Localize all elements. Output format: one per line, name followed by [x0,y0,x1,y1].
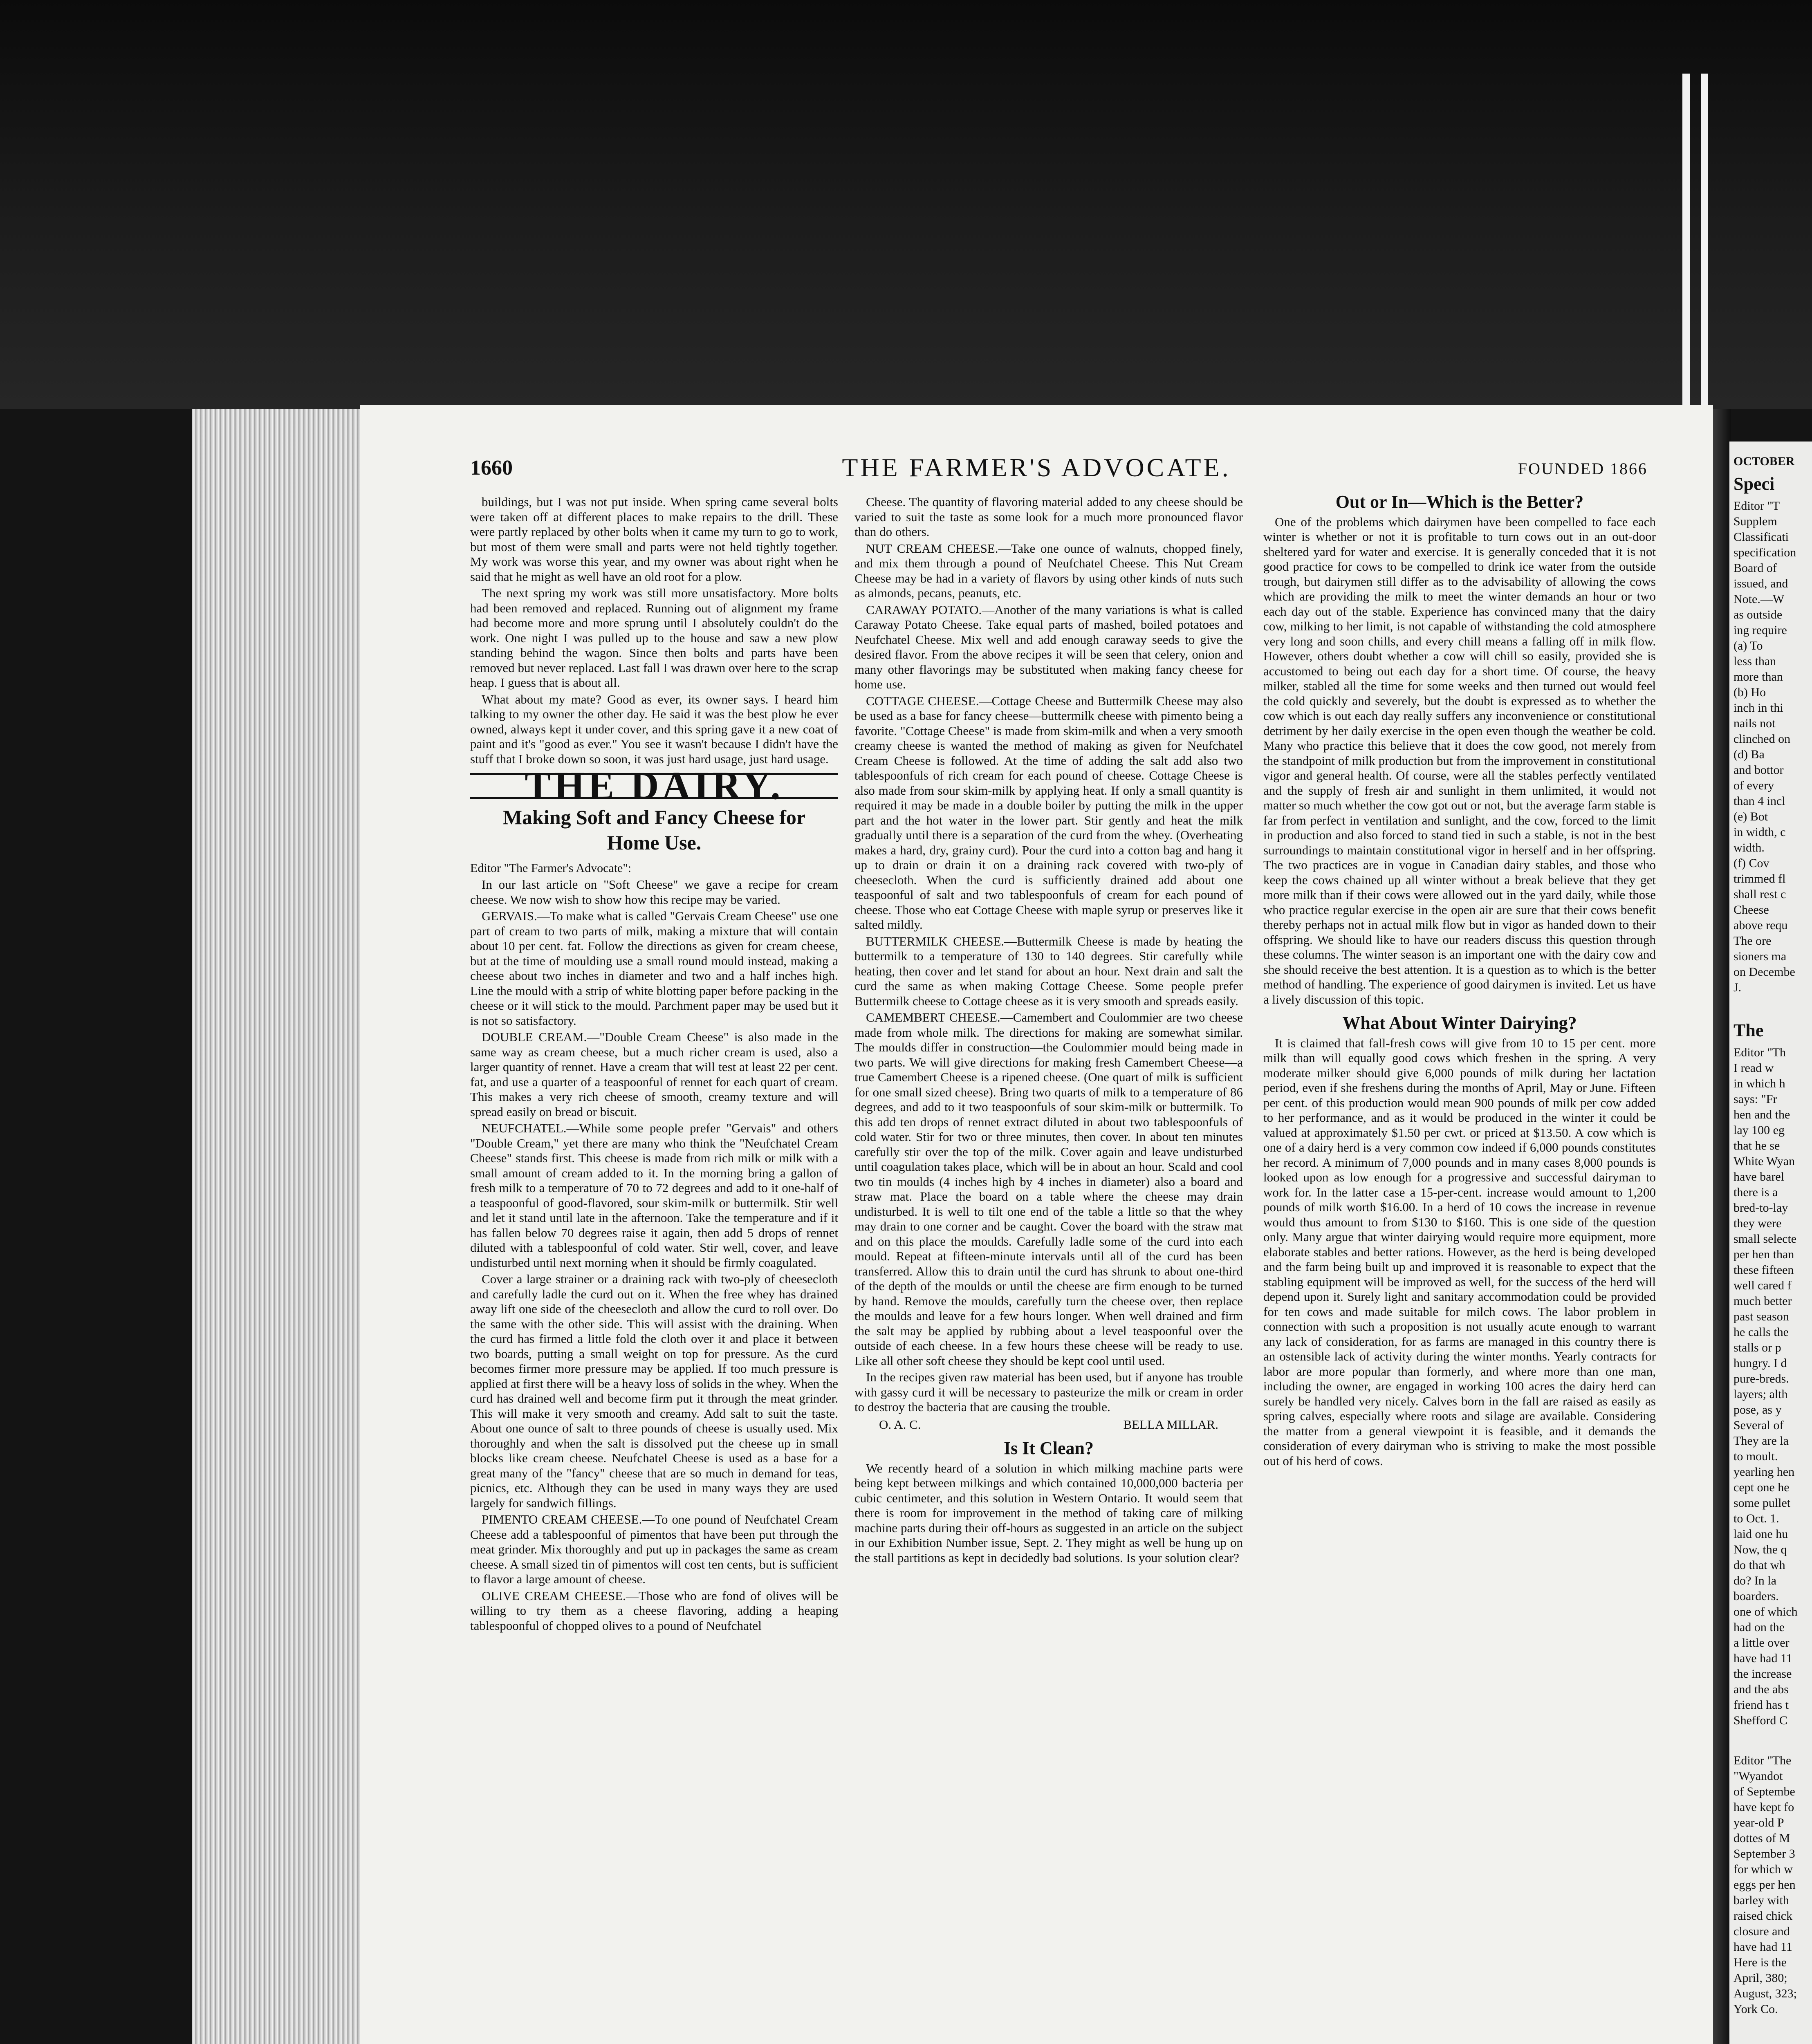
paragraph: CAMEMBERT CHEESE.—Camembert and Coulommier are two cheese made from whole milk. The directions for making are somewhat similar. The moulds differ in construction—the Coulommier mould being made in two parts. We will give directions for making fresh Camembert Cheese—a true Camembert Cheese is a ripened cheese. (One quart of milk is sufficient for one small sized cheese). Bring two quarts of milk to a temperature of 86 degrees, and add to it two teaspoonfuls of sour skim-milk or buttermilk. To this add ten drops of rennet extract diluted in about two tablespoonfuls of cold water. Stir for two or three minutes, then cover. In about ten minutes carefully stir over the top of the milk. Cover again and leave undisturbed until coagulation takes place, which will be in about an hour. Scald and cool two tin moulds (4 inches high by 4 inches in diameter) also a board and straw mat. Place the board on a table where the cheese may drain undisturbed. It is well to tilt one end of the table a little so that the whey may drain to one corner and be caught. Cover the board with the straw mat and on this place the moulds. Carefully ladle some of the curd into each mould. Repeat at fifteen-minute intervals until all of the curd has been transferred. Allow this to drain until the curd has shrunk to about one-third of the depth of the moulds or until the cheese are firm enough to be turned by hand. Remove the moulds, carefully turn the cheese over, then replace the moulds and leave for a few hours longer. When well drained and firm the salt may be applied by rubbing about a level teaspoonful over the outside of each cheese. In a few hours these cheese will be ready to use. Like all other soft cheese they should be kept cool until used. [854,1010,1243,1368]
newspaper-page [360,405,1713,2044]
adjacent-text-line: year-old P [1734,1816,1784,1829]
adjacent-text-line: eggs per hen [1734,1878,1796,1892]
adjacent-text-line: dottes of M [1734,1831,1790,1845]
column-2 [854,495,1243,1567]
article-title: What About Winter Dairying? [1342,1013,1577,1033]
adjacent-text-line: past season [1734,1310,1789,1323]
adjacent-text-line: he calls the [1734,1325,1789,1339]
adjacent-text-line: width. [1734,841,1765,854]
page-header [360,453,1713,484]
adjacent-text-line: (f) Cov [1734,856,1769,870]
adjacent-text-line: per hen than [1734,1248,1794,1261]
adjacent-text-line: ing require [1734,623,1787,637]
paragraph: One of the problems which dairymen have been compelled to face each winter is whether or not it is profitable to turn cows out in an out-door sheltered yard for water and exercise. It is generally conceded that it is not good practice for cows to be compelled to drink ice water from the outside trough, but dairymen still differ as to the advisability of allowing the cows which are providing the milk to meet the winter demands an hour or two each day out of the stable. Experience has convinced many that the dairy cow, milking to her limit, is not capable of withstanding the cold atmosphere very long and soon chills, and every chill means a falling off in milk flow. However, others doubt whether a cow will chill so easily, provided she is accustomed to being out each day for a short time. Of course, the heavy milker, stabled all the time for some weeks and then turned out would feel the cold quickly and severely, but the doubt is expressed as to whether the cow which is out each day really suffers any inconvenience or constitutional detriment by her daily exercise in the open even though the weather be cold. Many who practice this believe that it does the cow good, not merely from the standpoint of milk production but from the improvement in constitutional vigor and general health. Of course, were all the stables perfectly ventilated and the supply of fresh air and sunlight in them unlimited, it would not matter so much whether the cow got out or not, but the average farm stable is far from perfect in ventilation and sunlight, and the cow, forced to the limit in production and also forced to stand tied in such a stable, is not in the best surroundings to maintain constitutional vigor in herself and in her offspring. The two practices are in vogue in Canadian dairy stables, and those who keep the cows chained up all winter without a break believe that they get more milk than if their cows were allowed out in the yard daily, while those who practice regular exercise in the open air are sure that their cows benefit thereby perhaps not in actual milk flow but in vigor as handed down to their offspring. We should like to have our readers discuss this question through these columns. The winter season is an important one with the dairy cow and she should receive the best attention. It is a question as to which is the better method of handling. The experience of good dairymen is invited. Let us have a lively discussion of this topic. [1263,514,1656,1006]
column-3 [1263,492,1656,1470]
paragraph: We recently heard of a solution in which milking machine parts were being kept between milkings and which contained 10,000,000 bacteria per cubic centimeter, and this solution in Western Ontario. It would seem that there is room for improvement in the method of taking care of milking machine parts during their off-hours as suggested in an article on the subject in our Exhibition Number issue, Sept. 2. They might as well be hung up on the stall partitions as kept in decidedly bad solutions. Is your solution clear? [854,1461,1243,1565]
adjacent-text-line: more than [1734,670,1783,684]
paragraph: PIMENTO CREAM CHEESE.—To one pound of Neufchatel Cream Cheese add a tablespoonful of pimentos that have been put through the meat grinder. Mix thoroughly and put up in packages the same as cream cheese. A small sized tin of pimentos will cost ten cents, but is sufficient to flavor a large amount of cheese. [470,1512,838,1586]
adjacent-text-line: small selecte [1734,1232,1797,1246]
paragraph: Cover a large strainer or a draining rack with two-ply of cheesecloth and carefully ladle the curd out on it. When the free whey has drained away lift one side of the cheesecloth and allow the curd to roll over. Do the same with the other side. This will assist with the draining. When the curd has firmed a little fold the cloth over it and place it between two boards, putting a small weight on top for pressure. As the curd becomes firmer more pressure may be applied. If too much pressure is applied at first there will be a heavy loss of solids in the whey. When the curd has drained well and become firm put it through the meat grinder. This will make it very smooth and creamy. Add salt to suit the taste. About one ounce of salt to three pounds of cheese is usually used. Mix thoroughly and when the salt is dissolved put the cheese up in small blocks like cream cheese. Neufchatel Cheese is used as a base for a great many of the "fancy" cheese that are so much in demand for teas, picnics, etc. Although they can be used in many ways they are used largely for sandwich fillings. [470,1272,838,1510]
adjacent-text-line: had on the [1734,1620,1785,1634]
department-heading: THE DAIRY. [470,773,838,799]
adjacent-text-line: do? In la [1734,1574,1776,1587]
adjacent-text-line: have had 11 [1734,1940,1792,1954]
adjacent-text-line: Editor "Th [1734,1046,1786,1059]
adjacent-text-line: above requ [1734,919,1788,932]
article-title: Is It Clean? [1003,1438,1094,1458]
adjacent-text-line: Editor "The [1734,1754,1792,1767]
paragraph: COTTAGE CHEESE.—Cottage Cheese and Buttermilk Cheese may also be used as a base for fancy cheese—buttermilk cheese with pimento being a favorite. "Cottage Cheese" is made from skim-milk and when a very smooth creamy cheese is wanted the method of making as given for Neufchatel Cream Cheese is followed. At the time of adding the salt add also two tablespoonfuls of rich cream for each pound of cheese. Cottage Cheese is also made from sour skim-milk by applying heat. If only a small quantity is required it may be made in a double boiler by putting the milk in the upper part and the hot water in the lower part. Stir gently and heat the milk gradually until there is a separation of the curd from the whey. (Overheating makes a hard, dry, grainy curd). Pour the curd into a cotton bag and hang it up to drain or drain it on a draining rack covered with two-ply of cheesecloth. When the curd is sufficiently drained add about one teaspoonful of salt and two tablespoonfuls of cream for each pound of cheese. Those who eat Cottage Cheese with maple syrup or preserves like it salted mildly. [854,693,1243,932]
adjacent-text-line: well cared f [1734,1279,1792,1292]
paragraph: CARAWAY POTATO.—Another of the many variations is what is called Caraway Potato Cheese. Take equal parts of mashed, boiled potatoes and Neufchatel Cheese. Mix well and add enough caraway seeds to give the desired flavor. From the above recipes it will be seen that celery, onion and many other flavorings may be substituted when making fancy cheese for home use. [854,602,1243,691]
adjacent-text-line: York Co. [1734,2002,1778,2016]
book-gutter [1713,409,1731,2044]
adjacent-text-line: Board of [1734,561,1777,575]
article-title: Out or In—Which is the Better? [1335,492,1584,512]
adjacent-text-line: pose, as y [1734,1403,1782,1416]
book-page-edges [192,409,364,2044]
adjacent-title: Speci [1734,474,1775,494]
adjacent-text-line: there is a [1734,1186,1778,1199]
adjacent-text-line: the increase [1734,1667,1792,1681]
adjacent-text-line: of Septembe [1734,1785,1795,1798]
adjacent-text-line: Shefford C [1734,1714,1787,1727]
adjacent-text-line: as outside [1734,608,1783,621]
adjacent-text-line: to Oct. 1. [1734,1512,1779,1525]
adjacent-text-line: boarders. [1734,1589,1779,1603]
adjacent-text-line: sioners ma [1734,950,1787,963]
adjacent-text-block [1729,1045,1812,1728]
adjacent-text-line: (d) Ba [1734,748,1765,761]
adjacent-text-line: to moult. [1734,1450,1778,1463]
adjacent-text-line: I read w [1734,1061,1774,1075]
adjacent-text-line: and the abs [1734,1683,1789,1696]
adjacent-text-line: lay 100 eg [1734,1123,1785,1137]
adjacent-text-line: for which w [1734,1862,1793,1876]
adjacent-text-line: in which h [1734,1077,1785,1090]
adjacent-text-line: Here is the [1734,1956,1787,1969]
adjacent-text-line: laid one hu [1734,1527,1788,1541]
adjacent-text-line: says: "Fr [1734,1092,1777,1106]
adjacent-text-line: friend has t [1734,1698,1789,1712]
adjacent-text-line: Supplem [1734,515,1777,528]
paragraph: BUTTERMILK CHEESE.—Buttermilk Cheese is made by heating the buttermilk to a temperature of 130 to 140 degrees. Stir carefully while heating, then cover and let stand for about an hour. Next drain and salt the curd the same as when making Cottage Cheese. Some people prefer Buttermilk cheese to Cottage cheese as it is very smooth and spreads easily. [854,934,1243,1008]
adjacent-text-line: nails not [1734,717,1776,730]
paragraph: DOUBLE CREAM.—"Double Cream Cheese" is also made in the same way as cream cheese, but a much richer cream is used, also a larger quantity of rennet. Have a cream that will test at least 22 per cent. fat, and use a quarter of a teaspoonful of rennet for each quart of cream. This makes a very rich cheese of smooth, creamy texture and will spread easily on bread or biscuit. [470,1030,838,1119]
paragraph: Cheese. The quantity of flavoring material added to any cheese should be varied to suit the taste as some look for a much more pronounced flavor than do others. [854,495,1243,539]
adjacent-text-line: specification [1734,546,1796,559]
adjacent-title: The [1734,1020,1764,1040]
paragraph: GERVAIS.—To make what is called "Gervais Cream Cheese" use one part of cream to two parts of milk, making a mixture that will contain about 10 per cent. fat. Follow the directions as given for cream cheese, but at the time of moulding use a small round mould instead, making a cheese about two inches in diameter and two and a half inches high. Line the mould with a strip of white blotting paper before packing in the cheese or it will stick to the mould. Parchment paper may be used but it is not so satisfactory. [470,909,838,1028]
adjacent-text-line: these fifteen [1734,1263,1794,1277]
adjacent-text-line: issued, and [1734,577,1788,590]
adjacent-text-line: in width, c [1734,825,1786,839]
editor-line: Editor "The Farmer's Advocate": [470,861,631,875]
paragraph: The next spring my work was still more unsatisfactory. More bolts had been removed and replaced. Running out of alignment my frame had become more and more sprung until I absolutely couldn't do the work. One night I was pulled up to the house and saw a new plow standing behind the wagon. Since then bolts and parts have been removed but never replaced. Last fall I was drawn over here to the scrap heap. I guess that is about all. [470,586,838,690]
adjacent-text-line: of every [1734,779,1774,792]
adjacent-text-line: closure and [1734,1925,1790,1938]
paragraph: NEUFCHATEL.—While some people prefer "Gervais" and others "Double Cream," yet there are many who think the "Neufchatel Cream Cheese" stands first. This cheese is made from rich milk or milk with a small amount of cream added to it. In the morning bring a gallon of fresh milk to a temperature of 70 to 72 degrees and add to it one-half of a teaspoonful of good-flavored, sour skim-milk or buttermilk. Stir well and let it stand until late in the afternoon. Take the temperature and if it has fallen below 70 degrees raise it again, then add 5 drops of rennet diluted with a tablespoonful of cold water. Stir well, cover, and leave undisturbed until next morning when it should be firmly coagulated. [470,1121,838,1270]
adjacent-text-line: September 3 [1734,1847,1795,1860]
adjacent-text-line: April, 380; [1734,1971,1787,1985]
adjacent-text-line: stalls or p [1734,1341,1781,1354]
adjacent-text-line: hungry. I d [1734,1356,1787,1370]
adjacent-text-line: less than [1734,654,1776,668]
adjacent-text-line: (e) Bot [1734,810,1768,823]
paragraph: In the recipes given raw material has been used, but if anyone has trouble with gassy curd it will be necessary to pasteurize the milk or cream in order to destroy the bacteria that are causing the trouble. [854,1370,1243,1414]
adjacent-text-line: The ore [1734,934,1772,948]
adjacent-text-line: Cheese [1734,903,1769,917]
adjacent-text-line: some pullet [1734,1496,1791,1510]
adjacent-text-block [1729,498,1812,995]
adjacent-text-line: trimmed fl [1734,872,1786,885]
signature-affiliation: O. A. C. [879,1417,921,1432]
adjacent-text-line: August, 323; [1734,1987,1797,2000]
adjacent-text-line: a little over [1734,1636,1790,1650]
adjacent-text-line: clinched on [1734,732,1791,746]
adjacent-text-line: inch in thi [1734,701,1783,715]
adjacent-text-line: hen and the [1734,1108,1790,1121]
adjacent-text-line: Note.—W [1734,592,1785,606]
paragraph: NUT CREAM CHEESE.—Take one ounce of walnuts, chopped finely, and mix them through a pound of Neufchatel Cheese. This Nut Cream Cheese may be had in a variety of flavors by using other kinds of nuts such as almonds, pecans, peanuts, etc. [854,541,1243,600]
adjacent-text-line: They are la [1734,1434,1789,1448]
adjacent-text-line: yearling hen [1734,1465,1795,1479]
adjacent-text-line: much better [1734,1294,1792,1308]
paragraph: OLIVE CREAM CHEESE.—Those who are fond of olives will be willing to try them as a cheese flavoring, adding a heaping tablespoonful of chopped olives to a pound of Neufchatel [470,1588,838,1633]
column-1 [470,495,838,1635]
signature [854,1417,1243,1432]
adjacent-text-line: do that wh [1734,1558,1785,1572]
adjacent-text-line: shall rest c [1734,888,1786,901]
adjacent-text-line: layers; alth [1734,1387,1788,1401]
adjacent-page-header: OCTOBER [1734,455,1795,468]
founded-label: FOUNDED 1866 [1518,459,1648,478]
adjacent-text-line: one of which [1734,1605,1798,1618]
adjacent-text-line: have barel [1734,1170,1785,1183]
masthead: THE FARMER'S ADVOCATE. [842,453,1231,482]
adjacent-text-line: barley with [1734,1894,1789,1907]
adjacent-text-line: bred-to-lay [1734,1201,1788,1215]
background-shadow [0,0,1812,409]
article-title: Making Soft and Fancy Cheese for Home Use. [502,805,806,854]
adjacent-text-line: have kept fo [1734,1800,1794,1814]
signature-author: BELLA MILLAR. [1123,1417,1218,1432]
adjacent-text-line: Several of [1734,1419,1784,1432]
adjacent-page [1729,442,1812,2044]
adjacent-text-line: (b) Ho [1734,686,1766,699]
adjacent-text-line: (a) To [1734,639,1763,652]
adjacent-text-line: "Wyandot [1734,1769,1783,1783]
adjacent-text-line: on Decembe [1734,965,1795,979]
adjacent-text-line: White Wyan [1734,1154,1795,1168]
adjacent-text-block [1729,1753,1812,2017]
adjacent-text-line: raised chick [1734,1909,1793,1923]
adjacent-text-line: Editor "T [1734,499,1780,513]
adjacent-text-line: Now, the q [1734,1543,1787,1556]
paragraph: buildings, but I was not put inside. When spring came several bolts were taken off at different places to make repairs to the drill. These were partly replaced by other bolts when it came my turn to go to work, but most of them were small and parts were not held tightly together. My work was worse this year, and my owner was about right when he said that he might as well have an old root for a plow. [470,495,838,584]
adjacent-text-line: J. [1734,981,1742,994]
adjacent-text-line: have had 11 [1734,1652,1792,1665]
paragraph: In our last article on "Soft Cheese" we gave a recipe for cream cheese. We now wish to show how this recipe may be varied. [470,877,838,907]
page-number: 1660 [470,456,513,480]
adjacent-text-line: pure-breds. [1734,1372,1789,1385]
adjacent-text-line: than 4 incl [1734,794,1785,808]
adjacent-text-line: they were [1734,1217,1782,1230]
adjacent-text-line: that he se [1734,1139,1780,1152]
paragraph: It is claimed that fall-fresh cows will give from 10 to 15 per cent. more milk than will equally good cows which freshen in the spring. A very moderate milker should give 6,000 pounds of milk during her lactation period, even if she freshens during the months of April, May or June. Fifteen per cent. of this production would mean 900 pounds of milk per cow added to her performance, and as it would be produced in the winter it could be valued at approximately $1.50 per cwt. or priced at $13.50. A cow which is one of a dairy herd is a very common cow indeed if 6,000 pounds constitutes her record. A minimum of 7,000 pounds and in many cases 8,000 pounds is looked upon as low enough for a progressive and successful dairyman to work for. In the latter case a 15-per-cent. increase would amount to 1,200 pounds of milk worth $16.00. In a herd of 10 cows the increase in revenue would thus amount to from $130 to $160. This is one side of the question only. Many argue that winter dairying would require more equipment, more elaborate stables and better rations. However, as the herd is being developed and the farm being built up and improved it is reasonable to expect that the stabling equipment will be improved as well, for the success of the herd will depend upon it. Surely light and sanitary accommodation could be provided for ten cows and made suitable for milch cows. The labor problem in connection with such a proposition is not usually acute enough to warrant any lack of consideration, for as farms are managed in this country there is an ostensible lack of activity during the winter months. Yearly contracts for labor are more popular than formerly, and where more than one man, including the owner, are engaged in working 100 acres the dairy herd can surely be handled very nicely. Calves born in the fall are raised as easily as spring calves, especially where roots and silage are available. Considering the matter from a general viewpoint it is feasible, and it demands the consideration of every dairyman who is striving to make the most possible out of his herd of cows. [1263,1035,1656,1468]
paragraph: What about my mate? Good as ever, its owner says. I heard him talking to my owner the other day. He said it was the best plow he ever owned, always kept it under cover, and this spring gave it a new coat of paint and it's "good as ever." You see it wasn't because I didn't have the stuff that I broke down so soon, it was just hard usage, just hard usage. [470,692,838,766]
adjacent-text-line: and bottor [1734,763,1784,777]
adjacent-text-line: Classificati [1734,530,1789,544]
adjacent-text-line: cept one he [1734,1481,1790,1494]
